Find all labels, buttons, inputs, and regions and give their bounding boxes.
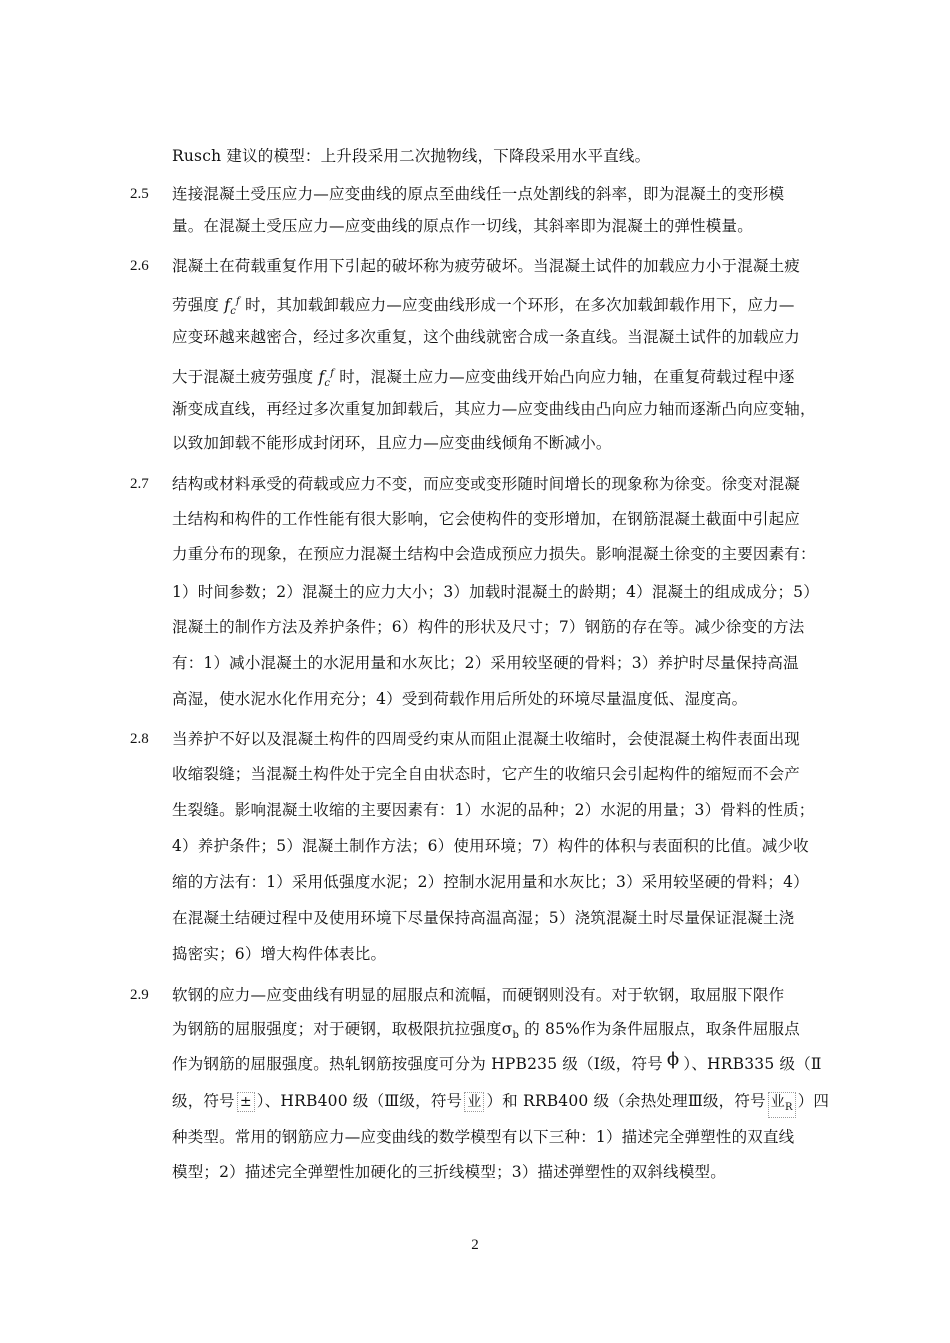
section-2-6-line-2-prefix: 劳强度	[172, 296, 220, 315]
section-2-9-line-3-text: 作为钢筋的屈服强度。热轧钢筋按强度可分为 HPB235 级（Ⅰ级，符号	[172, 1055, 663, 1073]
hrb335-symbol-icon: ±	[237, 1092, 255, 1112]
section-2-6-line-5: 渐变成直线，再经过多次重复加卸载后，其应力—应变曲线由凸向应力轴而逐渐凸向应变轴，	[172, 400, 816, 418]
section-2-9-line-2	[172, 1019, 800, 1046]
section-number-2-8: 2.8	[130, 731, 149, 747]
page-number: 2	[471, 1237, 479, 1253]
fatigue-strength-symbol: $f_c^f$	[224, 296, 240, 318]
hrb400-symbol-icon: 业	[464, 1092, 484, 1112]
section-2-6-line-2	[172, 292, 795, 322]
section-2-7-line-5: 混凝土的制作方法及养护条件；6）构件的形状及尺寸；7）钢筋的存在等。减少徐变的方法	[172, 618, 805, 636]
section-2-6-line-4	[172, 364, 795, 394]
section-2-7-line-7: 高湿，使水泥水化作用充分；4）受到荷载作用后所处的环境尽量温度低、湿度高。	[172, 690, 748, 708]
section-2-7-line-3: 力重分布的现象，在预应力混凝土结构中会造成预应力损失。影响混凝土徐变的主要因素有：	[172, 545, 816, 563]
section-2-8-line-4: 4）养护条件；5）混凝土制作方法；6）使用环境；7）构件的体积与表面积的比值。减少收	[172, 837, 809, 855]
section-2-9-line-4-tail: ）四	[797, 1092, 830, 1110]
section-2-5-line-2: 量。在混凝土受压应力—应变曲线的原点作一切线，其斜率即为混凝土的弹性模量。	[172, 217, 753, 235]
section-2-7-line-4: 1）时间参数；2）混凝土的应力大小；3）加载时混凝土的龄期；4）混凝土的组成成分；5）	[172, 583, 819, 601]
section-2-9-line-3-tail: ）、HRB335 级（Ⅱ	[683, 1055, 822, 1073]
section-2-8-line-1: 当养护不好以及混凝土构件的四周受约束从而阻止混凝土收缩时，会使混凝土构件表面出现	[172, 730, 801, 748]
rrb400-symbol-icon: 业$_R$	[768, 1092, 796, 1118]
intro-line: Rusch 建议的模型：上升段采用二次抛物线，下降段采用水平直线。	[172, 147, 651, 165]
section-2-6-line-1: 混凝土在荷载重复作用下引起的破坏称为疲劳破坏。当混凝土试件的加载应力小于混凝土疲	[172, 257, 801, 275]
section-2-6-line-2-text: 时，其加载卸载应力—应变曲线形成一个环形，在多次加载卸载作用下，应力—	[245, 296, 795, 315]
section-2-9-line-4-mid1: ）、HRB400 级（Ⅲ级，符号	[256, 1092, 463, 1110]
section-2-9-line-3	[172, 1049, 822, 1074]
sigma-subscript: b	[512, 1030, 520, 1042]
section-2-7-line-1: 结构或材料承受的荷载或应力不变，而应变或变形随时间增长的现象称为徐变。徐变对混凝	[172, 475, 801, 493]
section-number-2-7: 2.7	[130, 476, 149, 492]
section-2-7-line-6: 有：1）减小混凝土的水泥用量和水灰比；2）采用较坚硬的骨料；3）养护时尽量保持高温	[172, 654, 799, 672]
fatigue-strength-symbol-2: $f_c^f$	[318, 368, 335, 390]
section-2-5-line-1: 连接混凝土受压应力—应变曲线的原点至曲线任一点处割线的斜率，即为混凝土的变形模	[172, 185, 785, 203]
phi-symbol-icon: ϕ	[666, 1049, 680, 1070]
section-2-9-line-1: 软钢的应力—应变曲线有明显的屈服点和流幅，而硬钢则没有。对于软钢，取屈服下限作	[172, 986, 785, 1004]
section-2-9-line-4-mid2: ）和 RRB400 级（余热处理Ⅲ级，符号	[486, 1092, 766, 1110]
section-2-8-line-3: 生裂缝。影响混凝土收缩的主要因素有：1）水泥的品种；2）水泥的用量；3）骨料的性质；	[172, 801, 815, 819]
section-2-6-line-4-text: 时，混凝土应力—应变曲线开始凸向应力轴，在重复荷载过程中逐	[339, 368, 795, 387]
section-2-9-line-4	[172, 1091, 829, 1118]
section-number-2-5: 2.5	[130, 186, 149, 202]
section-2-9-line-2-text: 的 85%作为条件屈服点，取条件屈服点	[524, 1020, 800, 1038]
section-number-2-9: 2.9	[130, 987, 149, 1003]
section-2-6-line-4-prefix: 大于混凝土疲劳强度	[172, 368, 314, 387]
section-2-9-line-4-prefix: 级，符号	[172, 1092, 235, 1110]
section-number-2-6: 2.6	[130, 258, 149, 274]
section-2-8-line-6: 在混凝土结硬过程中及使用环境下尽量保持高温高湿；5）浇筑混凝土时尽量保证混凝土浇	[172, 909, 795, 927]
section-2-8-line-5: 缩的方法有：1）采用低强度水泥；2）控制水泥用量和水灰比；3）采用较坚硬的骨料；4）	[172, 873, 809, 891]
section-2-9-line-5: 种类型。常用的钢筋应力—应变曲线的数学模型有以下三种：1）描述完全弹塑性的双直线	[172, 1128, 795, 1146]
section-2-6-line-3: 应变环越来越密合，经过多次重复，这个曲线就密合成一条直线。当混凝土试件的加载应力	[172, 328, 801, 346]
section-2-8-line-7: 捣密实；6）增大构件体表比。	[172, 945, 387, 963]
section-2-7-line-2: 土结构和构件的工作性能有很大影响，它会使构件的变形增加，在钢筋混凝土截面中引起应	[172, 510, 801, 528]
section-2-8-line-2: 收缩裂缝；当混凝土构件处于完全自由状态时，它产生的收缩只会引起构件的缩短而不会产	[172, 765, 801, 783]
section-2-9-line-2-prefix: 为钢筋的屈服强度；对于硬钢，取极限抗拉强度σ	[172, 1020, 513, 1038]
section-2-6-line-6: 以致加卸载不能形成封闭环，且应力—应变曲线倾角不断减小。	[172, 434, 612, 452]
section-2-9-line-6: 模型；2）描述完全弹塑性加硬化的三折线模型；3）描述弹塑性的双斜线模型。	[172, 1163, 726, 1181]
